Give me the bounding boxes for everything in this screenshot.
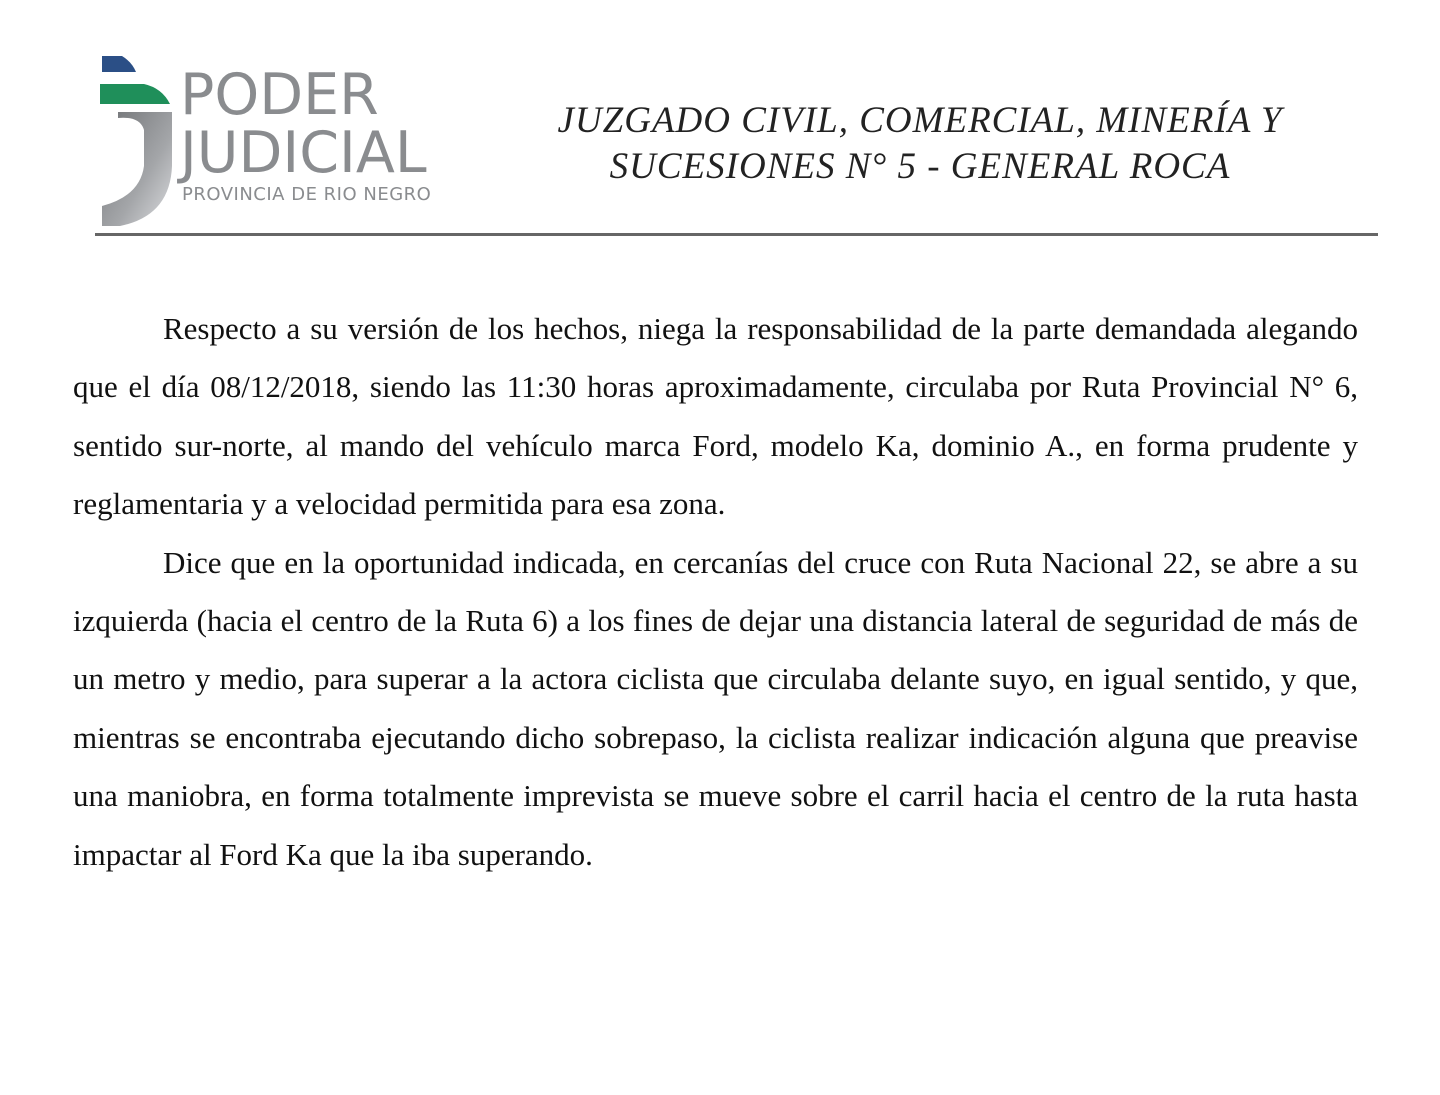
document-body xyxy=(73,300,1358,884)
document-header xyxy=(95,50,1378,236)
court-title-line-2: SUCESIONES N° 5 - GENERAL ROCA xyxy=(609,146,1231,187)
court-title xyxy=(515,98,1325,190)
logo-wordmark xyxy=(180,62,432,206)
logo-line-poder: PODER xyxy=(180,62,379,128)
logo-line-judicial: JUDICIAL xyxy=(180,120,427,186)
header-divider xyxy=(95,233,1378,236)
logo-emblem-icon xyxy=(100,56,175,228)
court-title-line-1: JUZGADO CIVIL, COMERCIAL, MINERÍA Y xyxy=(557,100,1283,141)
paragraph: Respecto a su versión de los hechos, niega la responsabilidad de la parte demandada alegando que el día 08/12/2018, siendo las 11:30 horas aproximadamente, circulaba por Ruta Provincial N° 6, sentido sur-norte, al mando del vehículo marca Ford, modelo Ka, dominio A., en forma prudente y reglamentaria y a velocidad permitida para esa zona. xyxy=(73,311,1358,522)
logo-line-provincia: PROVINCIA DE RIO NEGRO xyxy=(182,184,432,205)
paragraph: Dice que en la oportunidad indicada, en cercanías del cruce con Ruta Nacional 22, se abre a su izquierda (hacia el centro de la Ruta 6) a los fines de dejar una distancia lateral de seguridad de más de un metro y medio, para superar a la actora ciclista que circulaba delante suyo, en igual sentido, y que, mientras se encontraba ejecutando dicho sobrepaso, la ciclista realizar indicación alguna que preavise una maniobra, en forma totalmente imprevista se mueve sobre el carril hacia el centro de la ruta hasta impactar al Ford Ka que la iba superando. xyxy=(73,544,1358,872)
poder-judicial-logo xyxy=(95,50,465,230)
